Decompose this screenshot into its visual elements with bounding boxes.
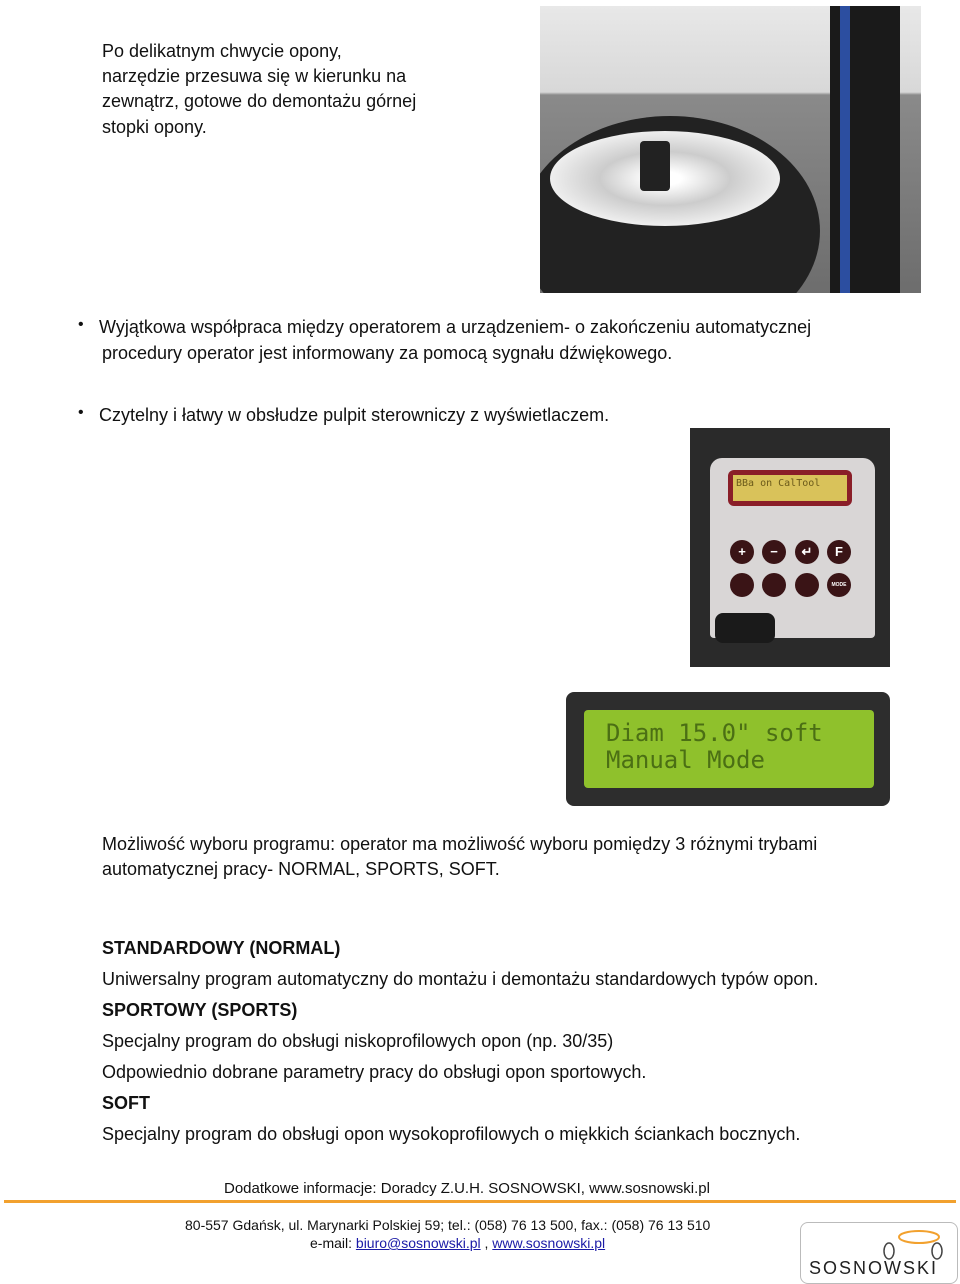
bullet-text: Czytelny i łatwy w obsłudze pulpit sterowniczy z wyświetlaczem. bbox=[99, 405, 610, 425]
bullet-text: procedury operator jest informowany za pomocą sygnału dźwiękowego. bbox=[102, 343, 673, 363]
footer-address: 80-557 Gdańsk, ul. Marynarki Polskiej 59; tel.: (058) 76 13 500, fax.: (058) 76 13 510 bbox=[185, 1217, 711, 1233]
separator: , bbox=[480, 1235, 493, 1251]
bullet-icon: • bbox=[78, 404, 84, 421]
mode-desc: Specjalny program do obsługi opon wysokoprofilowych o miękkich ściankach bocznych. bbox=[102, 1124, 801, 1144]
mode-title: SOFT bbox=[102, 1093, 150, 1113]
bullet-icon: • bbox=[78, 316, 84, 333]
footer-contact bbox=[310, 1235, 605, 1251]
tire-changer-photo bbox=[540, 6, 921, 293]
website-link[interactable]: www.sosnowski.pl bbox=[492, 1235, 606, 1251]
footer-divider bbox=[4, 1200, 956, 1203]
email-link[interactable]: biuro@sosnowski.pl bbox=[355, 1235, 481, 1251]
car-logo-icon bbox=[801, 1223, 957, 1263]
lcd-line: Manual Mode bbox=[606, 746, 765, 774]
f-key: F bbox=[827, 540, 851, 564]
mode-desc: Specjalny program do obsługi niskoprofilowych opon (np. 30/35) bbox=[102, 1031, 614, 1051]
plus-key: + bbox=[730, 540, 754, 564]
hand-key bbox=[795, 573, 819, 597]
bullet-text: Wyjątkowa współpraca między operatorem a urządzeniem- o zakończeniu automatycznej bbox=[99, 317, 812, 337]
footer-info: Dodatkowe informacje: Doradcy Z.U.H. SOSNOWSKI, www.sosnowski.pl bbox=[224, 1180, 710, 1197]
panel-display-text: BBa on CalTool bbox=[733, 475, 847, 501]
control-panel-photo bbox=[690, 428, 890, 667]
intro-line: zewnątrz, gotowe do demontażu górnej bbox=[102, 91, 417, 111]
mode-desc: Uniwersalny program automatyczny do montażu i demontażu standardowych typów opon. bbox=[102, 969, 819, 989]
lcd-display-photo bbox=[566, 692, 890, 806]
tool-key bbox=[762, 573, 786, 597]
logo-text: SOSNOWSKI bbox=[809, 1258, 939, 1278]
tool-key bbox=[730, 573, 754, 597]
intro-line: narzędzie przesuwa się w kierunku na bbox=[102, 66, 407, 86]
mode-key: MODE bbox=[827, 573, 851, 597]
hub-clamp bbox=[640, 141, 670, 191]
panel-face bbox=[710, 458, 875, 638]
mode-title: STANDARDOWY (NORMAL) bbox=[102, 938, 341, 958]
email-label: e-mail: bbox=[310, 1235, 356, 1251]
program-choice-text: automatycznej pracy- NORMAL, SPORTS, SOFT. bbox=[102, 859, 500, 879]
mode-desc: Odpowiednio dobrane parametry pracy do obsługi opon sportowych. bbox=[102, 1062, 647, 1082]
enter-key: ↵ bbox=[795, 540, 819, 564]
intro-line: stopki opony. bbox=[102, 117, 207, 137]
minus-key: − bbox=[762, 540, 786, 564]
machine-post bbox=[840, 6, 850, 293]
mode-title: SPORTOWY (SPORTS) bbox=[102, 1000, 298, 1020]
sosnowski-logo bbox=[800, 1222, 958, 1284]
panel-slot bbox=[715, 613, 775, 643]
program-choice-text: Możliwość wyboru programu: operator ma możliwość wyboru pomiędzy 3 różnymi trybami bbox=[102, 834, 818, 854]
panel-display bbox=[728, 470, 852, 506]
intro-line: Po delikatnym chwycie opony, bbox=[102, 41, 342, 61]
lcd-line: Diam 15.0" soft bbox=[606, 719, 823, 747]
